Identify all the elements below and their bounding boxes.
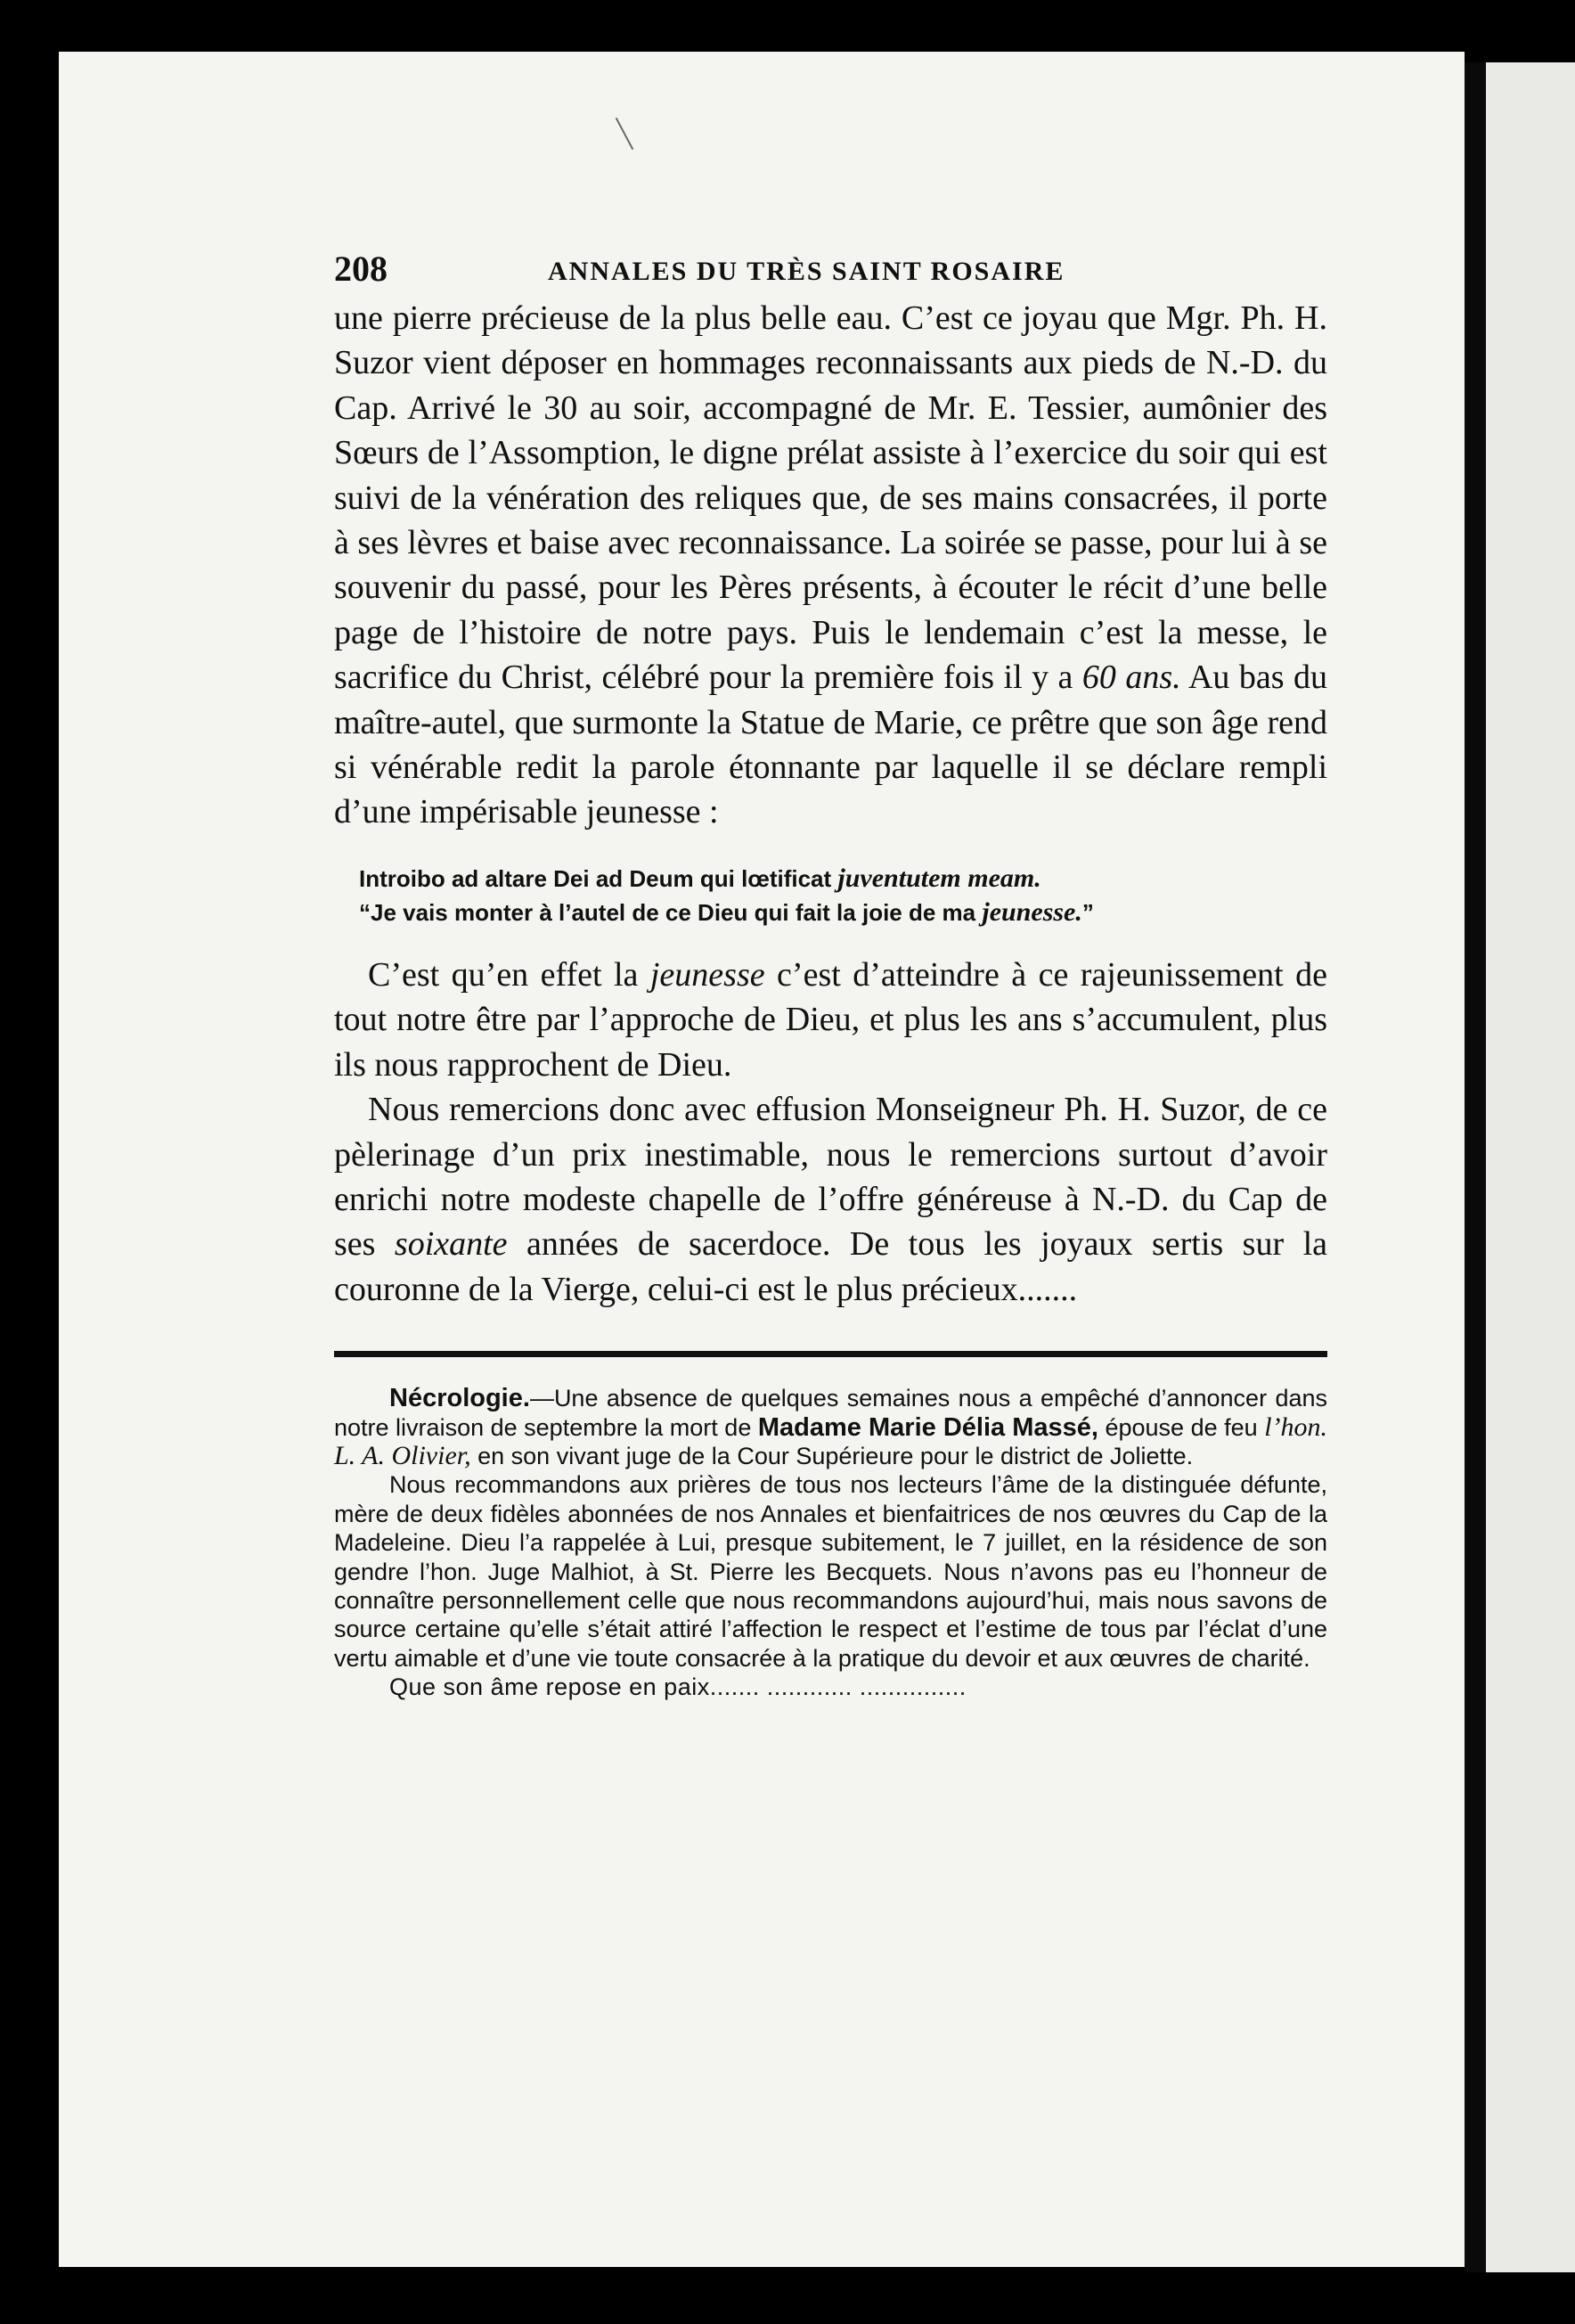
page-content [334, 241, 1327, 1702]
emphasis-60-ans: 60 ans. [1081, 659, 1181, 697]
necrology-closing: Que son âme repose en paix....... ............ ............... [389, 1673, 967, 1701]
paragraph-jeunesse: C’est qu’en effet la jeunesse c’est d’atteindre à ce rajeunissement de tout notre être par l’approche de Dieu, et plus les ans s’accumulent, plus ils nous rapprochent de Dieu. [334, 955, 1328, 1084]
quote-latin: Introibo ad altare Dei ad Deum qui lœtificat juventutem meam. [359, 863, 1041, 893]
page-shadow-edge [1465, 62, 1486, 2272]
paragraph-continued: une pierre précieuse de la plus belle eau. C’est ce joyau que Mgr. Ph. H. Suzor vient déposer en hommages reconnaissants aux pieds de N.-D. du Cap. Arrivé le 30 au soir, accompagné de Mr. E. Tessier, aumônier des Sœurs de l’Assomption, le digne prélat assiste à l’exercice du soir qui est suivi de la vénération des reliques que, de ses mains consacrées, il porte à ses lèvres et baise avec reconnaissance. La soirée se passe, pour lui à se souvenir du passé, pour les Pères présents, à écouter le récit d’une belle page de l’histoire de notre pays. Puis le lendemain c’est la messe, le sacrifice du Christ, célébré pour la première fois il y a 60 ans. Au bas du maître-autel, que surmonte la Statue de Marie, ce prêtre que son âge rend si vénérable redit la parole étonnante par laquelle il se déclare rempli d’une impérisable jeunesse : [334, 299, 1327, 831]
necrology-heading: Nécrologie. [389, 1384, 530, 1413]
body-text [334, 296, 1327, 1312]
necrology-paragraph-2: Nous recommandons aux prières de tous nos lecteurs l’âme de la distinguée défunte, mère de deux fidèles abonnées de nos Annales et bienfaitrices de nos œuvres du Cap de la Madeleine. Dieu l’a rappelée à Lui, presque subitement, le 7 juillet, en la résidence de son gendre l’hon. Juge Malhiot, à St. Pierre les Becquets. Nous n’avons pas eu l’honneur de connaître personnellement celle que nous recommandons aujourd’hui, mais nous savons de source certaine qu’elle s’était attiré l’affection le respect et l’estime de tous par l’éclat d’une vertu aimable et d’une vie toute consacrée à la pratique du devoir et aux œuvres de charité. [334, 1471, 1327, 1672]
section-divider [334, 1351, 1327, 1357]
liturgical-quote [359, 862, 1327, 929]
necrology-paragraph-1: Nécrologie.—Une absence de quelques semaines nous a empêché d’annoncer dans notre livraison de septembre la mort de Madame Marie Délia Massé, épouse de feu l’hon. L. A. Olivier, en son vivant juge de la Cour Supérieure pour le district de Joliette. [334, 1384, 1328, 1470]
paragraph-remerciements: Nous remercions donc avec effusion Monseigneur Ph. H. Suzor, de ce pèlerinage d’un prix inestimable, nous le remercions surtout d’avoir enrichi notre modeste chapelle de l’offre généreuse à N.-D. du Cap de ses soixante années de sacerdoce. De tous les joyaux sertis sur la couronne de la Vierge, celui-ci est le plus précieux....... [334, 1091, 1327, 1308]
running-title: ANNALES DU TRÈS SAINT ROSAIRE [548, 257, 1065, 286]
deceased-name: Madame Marie Délia Massé, [757, 1412, 1098, 1442]
adjacent-page-edge [1486, 62, 1575, 2272]
quote-french: “Je vais monter à l’autel de ce Dieu qui fait la joie de ma jeunesse.” [359, 896, 1094, 927]
page-number: 208 [334, 249, 388, 289]
running-head [334, 241, 1327, 294]
necrology-notice [334, 1384, 1327, 1701]
